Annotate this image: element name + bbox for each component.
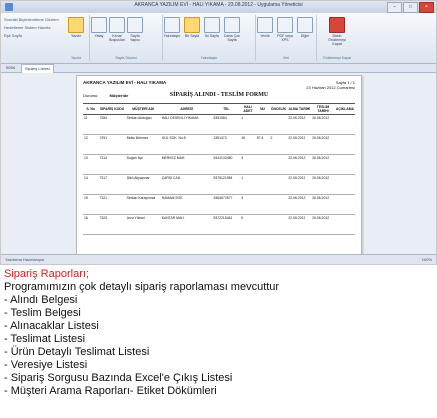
one-page-icon xyxy=(184,17,200,33)
cell-sno: 12 xyxy=(83,135,98,155)
caption-list-item: - Teslimat Listesi xyxy=(4,333,86,345)
zoom-button[interactable]: Yakınlaştır xyxy=(163,17,181,38)
table-row xyxy=(83,135,355,155)
caption-list xyxy=(4,294,433,398)
cell-note xyxy=(335,155,355,175)
cell-tel: 3464672577 xyxy=(213,195,241,215)
cell-date-in: 22.06.2012 xyxy=(287,135,311,155)
cell-address: MERKEZ MAH. xyxy=(161,155,213,175)
minimize-button[interactable]: – xyxy=(387,2,402,13)
cell-name: Serkan Karayılmaz xyxy=(126,195,161,215)
cell-qty: 3 xyxy=(240,195,256,215)
cell-qty: 18 xyxy=(240,135,256,155)
window-controls xyxy=(387,2,434,13)
cell-m2: 87.4 xyxy=(256,135,270,155)
margins-icon xyxy=(109,17,125,33)
tab-siparis-listesi[interactable]: Sipariş Listesi xyxy=(21,64,54,73)
group-page-layout: Yatay Kenar Boşlukları Sayfa Yapısı Sayfa Düzeni xyxy=(90,15,163,61)
caption-intro: Programımızın çok detaylı sipariş raporlaması mevcuttur xyxy=(4,281,280,293)
cell-date-out: 26.06.2012 xyxy=(311,155,335,175)
report-table xyxy=(83,103,355,235)
cell-note xyxy=(335,135,355,155)
cell-qty: 1 xyxy=(240,175,256,195)
status-bar xyxy=(1,254,436,264)
more-button[interactable]: Diğer xyxy=(296,17,314,38)
cell-sno: 15 xyxy=(83,195,98,215)
col-m2: M2 xyxy=(256,104,270,115)
cell-date-in: 22.06.2012 xyxy=(287,115,311,135)
cell-code: 7291 xyxy=(98,135,125,155)
print-icon xyxy=(68,17,84,33)
cell-code: 7317 xyxy=(98,175,125,195)
status-label: Durumu: xyxy=(83,93,99,98)
group-zoom: Yakınlaştır Bir Sayfa İki Sayfa Daha Çok Sayfa Yakınlaştır xyxy=(163,15,256,61)
caption-list-item: - Sipariş Sorgusu Bazında Excel'e Çıkış Listesi xyxy=(4,372,233,384)
option-biçimlendirme[interactable]: Sonraki Biçimlendirme Gözlem xyxy=(4,17,59,22)
cell-code: 7321 xyxy=(98,195,125,215)
zoom-level[interactable]: 100% xyxy=(421,257,432,262)
cell-date-in: 22.06.2012 xyxy=(287,215,311,235)
caption-list-item: - Alındı Belgesi xyxy=(4,294,78,306)
cell-address: KANTAR MAH. xyxy=(161,215,213,235)
feature-description xyxy=(4,268,433,398)
maximize-button[interactable]: □ xyxy=(403,2,418,13)
cell-name: Ülkü Akyapınar xyxy=(126,175,161,195)
print-preview-area[interactable] xyxy=(1,73,436,255)
option-esit-sayfa[interactable]: Eşit Sayfa xyxy=(4,33,23,38)
cell-priority xyxy=(269,115,287,135)
cell-m2 xyxy=(256,215,270,235)
margins-button[interactable]: Kenar Boşlukları xyxy=(108,17,126,42)
col-priority: ÖNCELİK xyxy=(269,104,287,115)
group-close-preview: Baskı Önizlemeyi Kapat Önizlemeyi Kapat xyxy=(317,15,357,61)
page-info xyxy=(306,80,355,90)
option-hedefleme[interactable]: Hedefleme Sistem Hazırla xyxy=(4,25,51,30)
table-row xyxy=(83,155,355,175)
page-number: Sayfa 1 / 1 xyxy=(335,80,355,85)
cell-tel: 5378121984 xyxy=(213,175,241,195)
pdf-button[interactable]: PDF veya XPS xyxy=(276,17,294,42)
cell-note xyxy=(335,195,355,215)
zoom-icon xyxy=(164,17,180,33)
cell-code: 7284 xyxy=(98,115,125,135)
caption-list-item: - Alınacaklar Listesi xyxy=(4,320,99,332)
cell-date-in: 22.06.2012 xyxy=(287,195,311,215)
cell-qty: 1 xyxy=(240,115,256,135)
cell-date-out: 26.06.2012 xyxy=(311,135,335,155)
landscape-button[interactable]: Yatay xyxy=(90,17,108,38)
close-button[interactable]: × xyxy=(419,2,434,13)
more-pages-icon xyxy=(224,17,240,33)
caption-heading: Sipariş Raporları; xyxy=(4,268,89,280)
cell-tel: 5372215461 xyxy=(213,215,241,235)
close-preview-button[interactable]: Baskı Önizlemeyi Kapat xyxy=(325,17,349,46)
col-tel: TEL xyxy=(213,104,241,115)
col-sno: S. No xyxy=(83,104,98,115)
cell-code: 7314 xyxy=(98,155,125,175)
cell-date-out: 26.06.2012 xyxy=(311,215,335,235)
status-value: Müşteride xyxy=(109,93,129,98)
report-page xyxy=(76,75,362,255)
company-name: AKRANCA YAZILIM EVİ - HALI YIKAMA xyxy=(83,80,167,85)
cell-note xyxy=(335,215,355,235)
landscape-icon xyxy=(91,17,107,33)
cell-priority xyxy=(269,215,287,235)
close-preview-icon xyxy=(329,17,345,33)
report-heading: SİPARİŞ ALINDI - TESLİM FORMU xyxy=(169,92,269,98)
table-row xyxy=(83,115,355,135)
one-page-button[interactable]: Bir Sayfa xyxy=(183,17,201,38)
status-left-text: Yazdırma Hazırlanıyor xyxy=(5,257,45,262)
report-date: 23 Haziran 2012 Cumartesi xyxy=(306,85,355,90)
cell-qty: 5 xyxy=(240,215,256,235)
cell-name: Serkan Akdoğan xyxy=(126,115,161,135)
cell-name: Doğan Ilçe xyxy=(126,155,161,175)
more-icon xyxy=(297,17,313,33)
cell-priority xyxy=(269,175,287,195)
print-button[interactable]: Yazdır xyxy=(67,17,85,38)
cell-date-in: 22.06.2012 xyxy=(287,175,311,195)
cell-m2 xyxy=(256,115,270,135)
cell-note xyxy=(335,115,355,135)
col-date-in: ALMA TARİHİ xyxy=(287,104,311,115)
group-print: Yazdır Yazdır xyxy=(63,15,90,61)
group-data: Yenile PDF veya XPS Diğer Veri xyxy=(256,15,317,61)
pdf-icon xyxy=(277,17,293,33)
cell-sno: 14 xyxy=(83,175,98,195)
two-page-icon xyxy=(204,17,220,33)
cell-date-in: 22.06.2012 xyxy=(287,155,311,175)
cell-priority xyxy=(269,195,287,215)
document-tabs xyxy=(1,64,436,73)
caption-list-item: - Müşteri Arama Raporları- Etiket Dökümleri xyxy=(4,385,217,397)
more-pages-button[interactable]: Daha Çok Sayfa xyxy=(223,17,241,42)
col-qty: HALI ADET xyxy=(240,104,256,115)
col-address: ADRESİ xyxy=(161,104,213,115)
table-row xyxy=(83,215,355,235)
cell-m2 xyxy=(256,175,270,195)
col-date-out: TESLİM TARİHİ xyxy=(311,104,335,115)
cell-qty: 3 xyxy=(240,155,256,175)
cell-date-out: 26.06.2012 xyxy=(311,195,335,215)
cell-note xyxy=(335,175,355,195)
caption-list-item: - Teslim Belgesi xyxy=(4,307,81,319)
cell-sno: 11 xyxy=(83,115,98,135)
cell-address: HAMAM SOK. xyxy=(161,195,213,215)
cell-address: GÜL SOK. No:5 xyxy=(161,135,213,155)
col-note: AÇIKLAMA xyxy=(335,104,355,115)
refresh-button[interactable]: Yenile xyxy=(256,17,274,38)
tab-0054[interactable]: 0054 xyxy=(6,65,15,70)
page-setup-icon xyxy=(127,17,143,33)
caption-list-item: - Veresiye Listesi xyxy=(4,359,88,371)
cell-tel: 5442132480 xyxy=(213,155,241,175)
two-page-button[interactable]: İki Sayfa xyxy=(203,17,221,38)
table-row xyxy=(83,195,355,215)
window-title: AKRANCA YAZILIM EVİ - HALI YIKAMA - 23.08.2012 - Uygulama Yöneticisi xyxy=(134,2,303,8)
ribbon-left-options xyxy=(4,16,59,40)
cell-m2 xyxy=(256,195,270,215)
cell-name: Mutlu Bekmez xyxy=(126,135,161,155)
table-row xyxy=(83,175,355,195)
cell-m2 xyxy=(256,155,270,175)
cell-name: Arzu Yüksel xyxy=(126,215,161,235)
ribbon-toolbar xyxy=(1,13,436,64)
cell-code: 7323 xyxy=(98,215,125,235)
caption-list-item: - Ürün Detaylı Teslimat Listesi xyxy=(4,346,150,358)
cell-address: HALI DESENLİ YIKAMA xyxy=(161,115,213,135)
col-code: SİPARİŞ KODU xyxy=(98,104,125,115)
refresh-icon xyxy=(257,17,273,33)
cell-date-out: 26.06.2012 xyxy=(311,115,335,135)
cell-tel: 2351472 xyxy=(213,135,241,155)
cell-priority: 2 xyxy=(269,135,287,155)
page-setup-button[interactable]: Sayfa Yapısı xyxy=(126,17,144,42)
table-header-row xyxy=(83,104,355,115)
col-name: MÜŞTERİ ADI xyxy=(126,104,161,115)
cell-priority xyxy=(269,155,287,175)
cell-address: ÇARŞI CAD. xyxy=(161,175,213,195)
cell-date-out: 26.06.2012 xyxy=(311,175,335,195)
cell-sno: 13 xyxy=(83,155,98,175)
cell-sno: 16 xyxy=(83,215,98,235)
cell-tel: 5351584 xyxy=(213,115,241,135)
